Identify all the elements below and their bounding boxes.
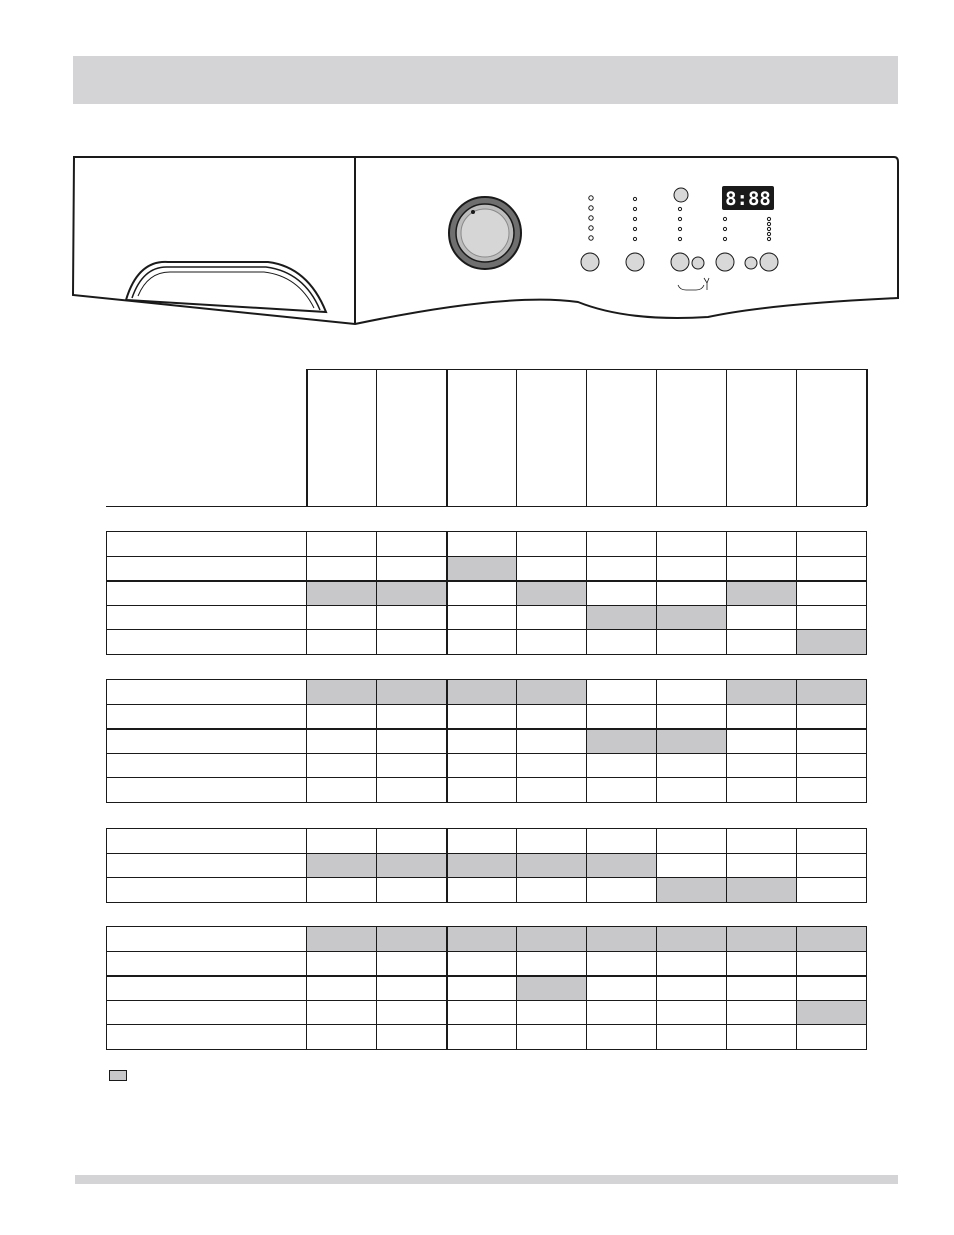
table-column-line <box>376 531 377 655</box>
shaded-cell <box>726 926 796 951</box>
shaded-cell <box>446 926 516 951</box>
table-row-line <box>106 531 867 532</box>
table-row-line <box>106 629 867 630</box>
knob-indicator-dot <box>471 210 475 214</box>
table-column-line <box>306 679 307 803</box>
table-row-line <box>106 975 867 977</box>
option-button-3[interactable] <box>671 253 689 271</box>
table-row-line <box>106 1024 867 1025</box>
table-column-line <box>656 679 657 803</box>
header-column-line <box>446 369 448 506</box>
table-column-line <box>106 828 107 903</box>
header-column-line <box>516 369 517 506</box>
header-top-line <box>306 369 867 370</box>
shaded-cell <box>306 853 376 878</box>
table-column-line <box>516 679 517 803</box>
shaded-cell <box>306 926 376 951</box>
header-column-line <box>656 369 657 506</box>
table-row-line <box>106 679 867 680</box>
shaded-cell <box>516 926 586 951</box>
start-pause-button[interactable] <box>674 188 688 202</box>
shaded-cell <box>376 679 446 704</box>
table-column-line <box>516 926 517 1050</box>
table-column-line <box>656 926 657 1050</box>
shaded-cell <box>726 679 796 704</box>
shaded-cell <box>516 975 586 1000</box>
header-column-line <box>306 369 308 506</box>
table-column-line <box>726 679 727 803</box>
header-column-line <box>796 369 797 506</box>
shaded-cell <box>376 580 446 605</box>
table-column-line <box>446 828 448 903</box>
table-row-line <box>106 828 867 829</box>
shaded-cell <box>656 926 726 951</box>
table-row-line <box>106 951 867 952</box>
option-button-3b[interactable] <box>692 257 704 269</box>
option-button-4b[interactable] <box>745 257 757 269</box>
table-column-line <box>866 679 867 803</box>
header-column-line <box>586 369 587 506</box>
table-column-line <box>306 828 307 903</box>
display-readout: 8:88 <box>725 188 771 210</box>
table-row-line <box>106 902 867 903</box>
table-column-line <box>586 828 587 903</box>
shaded-cell <box>796 926 866 951</box>
table-column-line <box>106 679 107 803</box>
header-column-line <box>866 369 868 506</box>
table-column-line <box>376 679 377 803</box>
shaded-cell <box>586 926 656 951</box>
table-column-line <box>726 926 727 1050</box>
table-column-line <box>866 828 867 903</box>
table-column-line <box>306 926 307 1050</box>
shaded-cell <box>376 926 446 951</box>
shaded-cell <box>586 728 656 753</box>
shaded-cell <box>516 853 586 878</box>
shaded-cell <box>796 1000 866 1025</box>
table-column-line <box>376 926 377 1050</box>
table-column-line <box>796 679 797 803</box>
option-button-4[interactable] <box>716 253 734 271</box>
table-column-line <box>796 926 797 1050</box>
table-row-line <box>106 654 867 655</box>
shaded-cell <box>306 580 376 605</box>
shaded-cell <box>516 679 586 704</box>
table-column-line <box>586 926 587 1050</box>
program-selector-knob[interactable] <box>449 197 521 269</box>
table-row-line <box>106 877 867 878</box>
table-column-line <box>106 926 107 1050</box>
option-button-5[interactable] <box>760 253 778 271</box>
table-column-line <box>796 828 797 903</box>
table-column-line <box>106 531 107 655</box>
table-row-line <box>106 728 867 730</box>
table-column-line <box>726 531 727 655</box>
table-column-line <box>446 926 448 1050</box>
shaded-cell <box>656 877 726 902</box>
table-row-line <box>106 777 867 778</box>
table-column-line <box>516 828 517 903</box>
shaded-cell <box>446 853 516 878</box>
page-footer-bar <box>75 1175 898 1184</box>
table-column-line <box>446 531 448 655</box>
table-column-line <box>866 531 867 655</box>
table-column-line <box>586 531 587 655</box>
shaded-cell <box>446 679 516 704</box>
control-panel-illustration <box>68 152 902 332</box>
table-row-line <box>106 1049 867 1050</box>
table-column-line <box>866 926 867 1050</box>
table-column-line <box>656 828 657 903</box>
table-row-line <box>106 605 867 606</box>
shaded-cell <box>306 679 376 704</box>
option-button-2[interactable] <box>626 253 644 271</box>
header-column-line <box>726 369 727 506</box>
digital-display <box>722 186 774 210</box>
shaded-cell <box>446 556 516 581</box>
shaded-cell <box>376 853 446 878</box>
shaded-cell <box>726 877 796 902</box>
page-header-bar <box>73 56 898 104</box>
table-row-line <box>106 580 867 582</box>
shaded-cell <box>516 580 586 605</box>
table-column-line <box>586 679 587 803</box>
table-column-line <box>516 531 517 655</box>
shaded-cell <box>586 853 656 878</box>
table-column-line <box>306 531 307 655</box>
shaded-cell <box>656 728 726 753</box>
table-row-line <box>106 802 867 803</box>
shaded-cell <box>586 605 656 630</box>
table-column-line <box>656 531 657 655</box>
table-column-line <box>726 828 727 903</box>
table-row-line <box>106 853 867 854</box>
table-column-line <box>796 531 797 655</box>
shaded-cell <box>796 679 866 704</box>
table-column-line <box>446 679 448 803</box>
table-row-line <box>106 926 867 927</box>
table-column-line <box>376 828 377 903</box>
table-row-line <box>106 1000 867 1001</box>
header-column-line <box>376 369 377 506</box>
option-button-1[interactable] <box>581 253 599 271</box>
header-bottom-line <box>106 506 867 507</box>
table-row-line <box>106 556 867 557</box>
table-row-line <box>106 753 867 754</box>
shaded-cell <box>726 580 796 605</box>
legend-shaded-swatch <box>109 1070 127 1081</box>
table-row-line <box>106 704 867 705</box>
shaded-cell <box>796 629 866 654</box>
shaded-cell <box>656 605 726 630</box>
